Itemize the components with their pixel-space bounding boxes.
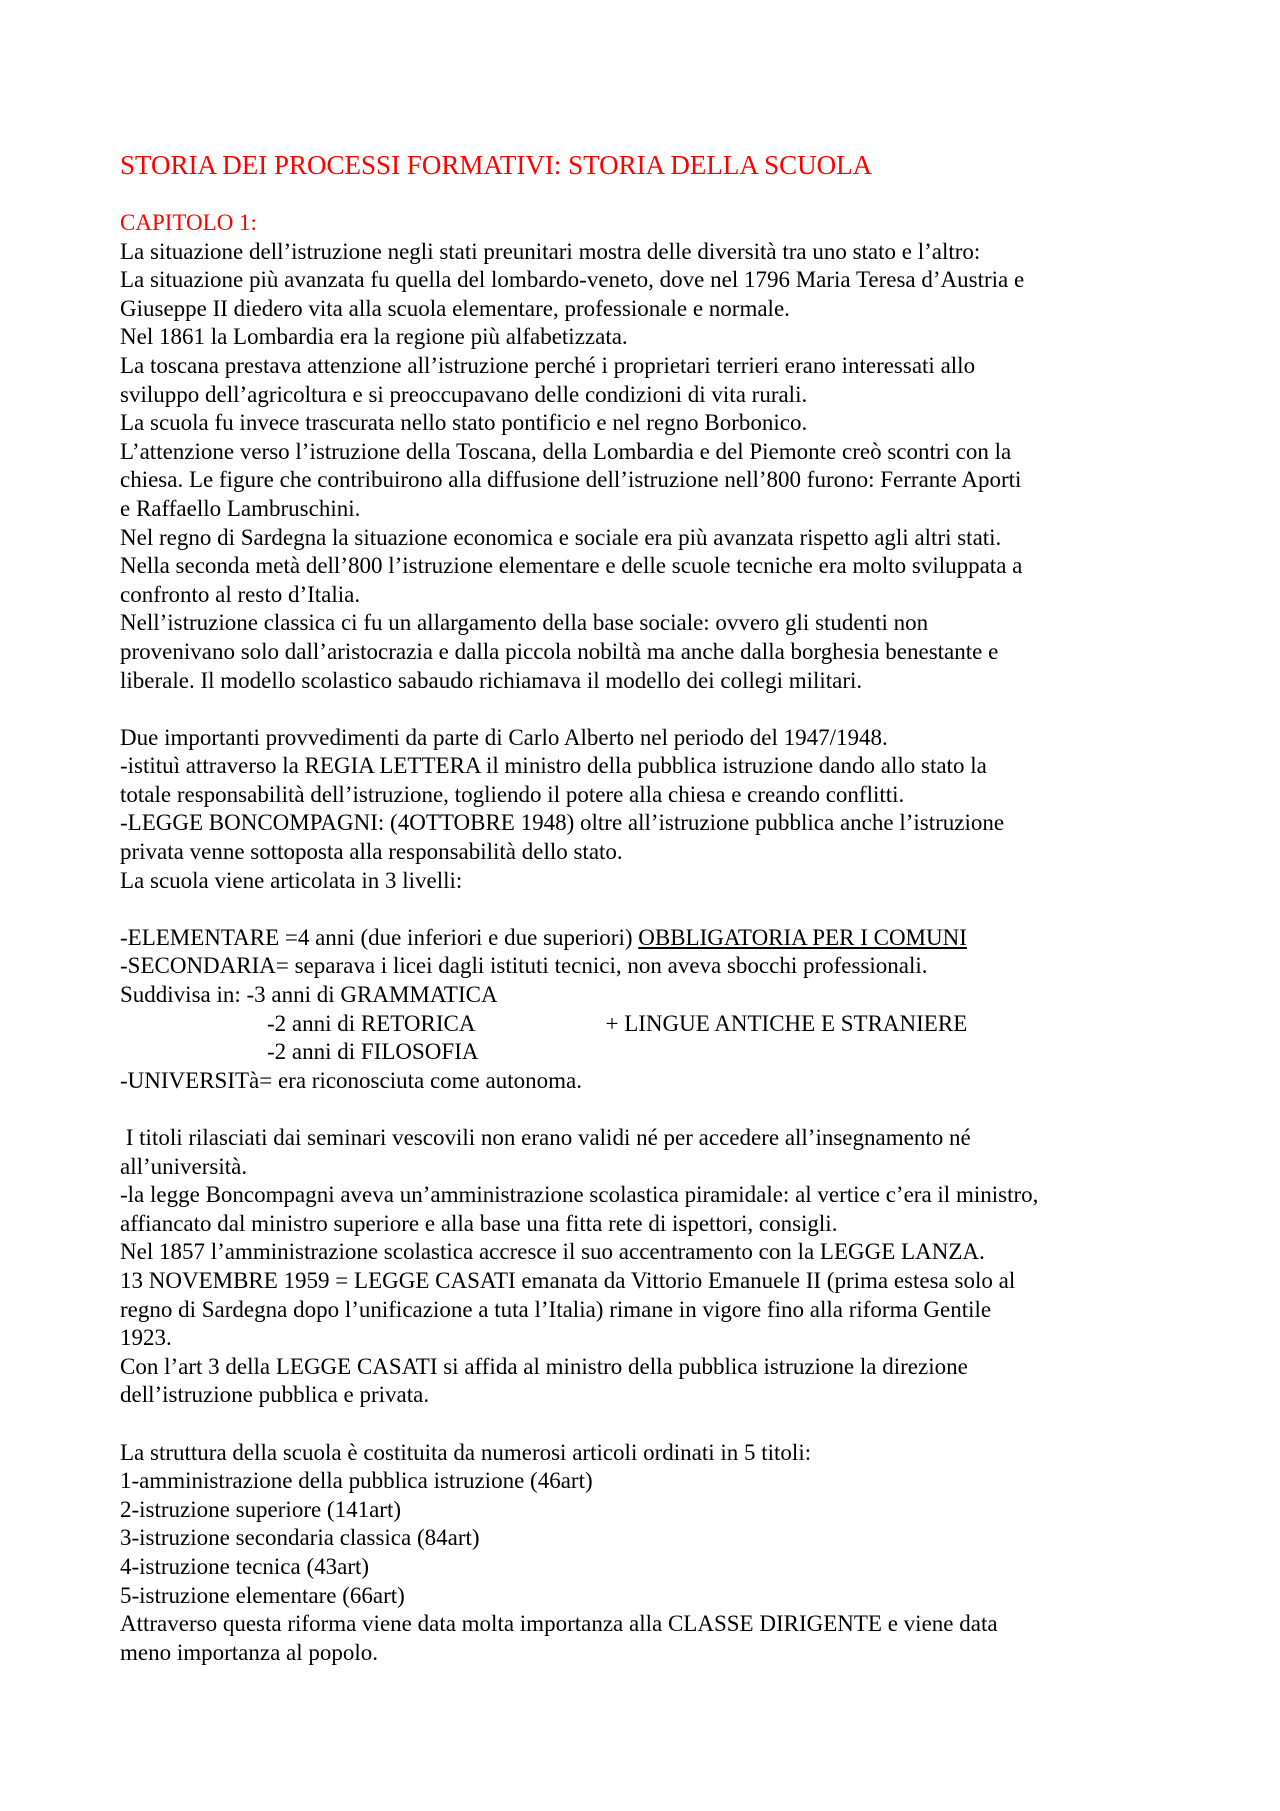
text-line: meno importanza al popolo. [120, 1639, 379, 1665]
text-line: regno di Sardegna dopo l’unificazione a tuta l’Italia) rimane in vigore fino alla riforma Gentile [120, 1296, 992, 1322]
text-line: -istituì attraverso la REGIA LETTERA il ministro della pubblica istruzione dando allo stato la [120, 753, 987, 779]
text-line: Attraverso questa riforma viene data molta importanza alla CLASSE DIRIGENTE e viene data [120, 1611, 998, 1637]
secondaria-subdivision: Suddivisa in: -3 anni di GRAMMATICA [120, 982, 498, 1008]
paragraph-struttura [120, 1439, 1180, 1668]
secondaria-filosofia: -2 anni di FILOSOFIA [267, 1039, 479, 1065]
text-line: e Raffaello Lambruschini. [120, 495, 361, 521]
text-line: Due importanti provvedimenti da parte di Carlo Alberto nel periodo del 1947/1948. [120, 724, 888, 750]
text-line: -LEGGE BONCOMPAGNI: (4OTTOBRE 1948) oltre all’istruzione pubblica anche l’istruzione [120, 810, 1005, 836]
list-item: 4-istruzione tecnica (43art) [120, 1553, 370, 1579]
text-line: I titoli rilasciati dai seminari vescovili non erano validi né per accedere all’insegnamento né [120, 1125, 971, 1150]
text-line: -la legge Boncompagni aveva un’amministrazione scolastica piramidale: al vertice c’era il ministro, [120, 1182, 1039, 1208]
text-line: La scuola viene articolata in 3 livelli: [120, 867, 463, 893]
paragraph-preunitari [120, 238, 1180, 696]
text-line: all’università. [120, 1153, 248, 1179]
text-line: privata venne sottoposta alla responsabilità dello stato. [120, 839, 623, 865]
text-line: chiesa. Le figure che contribuirono alla diffusione dell’istruzione nell’800 furono: Ferrante Aporti [120, 467, 1022, 493]
level-elementare [120, 924, 1180, 953]
text-line: L’attenzione verso l’istruzione della Toscana, della Lombardia e del Piemonte creò scontri con la [120, 438, 1012, 464]
list-item: 2-istruzione superiore (141art) [120, 1496, 402, 1522]
text-line: Nella seconda metà dell’800 l’istruzione elementare e delle scuole tecniche era molto sviluppata a [120, 553, 1023, 579]
text-line: Con l’art 3 della LEGGE CASATI si affida al ministro della pubblica istruzione la direzione [120, 1353, 968, 1379]
text-line: La situazione più avanzata fu quella del lombardo-veneto, dove nel 1796 Maria Teresa d’Austria e [120, 267, 1025, 293]
list-item: 1-amministrazione della pubblica istruzione (46art) [120, 1468, 593, 1494]
secondaria-retorica-line [120, 1010, 1180, 1039]
text-line: Nel regno di Sardegna la situazione economica e sociale era più avanzata rispetto agli altri stati. [120, 524, 1002, 550]
text-line: confronto al resto d’Italia. [120, 581, 361, 607]
text-line: dell’istruzione pubblica e privata. [120, 1382, 430, 1408]
text-line: sviluppo dell’agricoltura e si preoccupavano delle condizioni di vita rurali. [120, 381, 808, 407]
text-line: La struttura della scuola è costituita da numerosi articoli ordinati in 5 titoli: [120, 1439, 812, 1465]
school-levels-list [120, 924, 1180, 1096]
text-line: Nel 1857 l’amministrazione scolastica accresce il suo accentramento con la LEGGE LANZA. [120, 1239, 985, 1265]
document-title: STORIA DEI PROCESSI FORMATIVI: STORIA DELLA SCUOLA [120, 150, 873, 180]
text-line: La toscana prestava attenzione all’istruzione perché i proprietari terrieri erano interessati allo [120, 352, 976, 378]
text-line: affiancato dal ministro superiore e alla base una fitta rete di ispettori, consigli. [120, 1210, 838, 1236]
blank-line [120, 695, 1180, 724]
text-line: provenivano solo dall’aristocrazia e dalla piccola nobiltà ma anche dalla borghesia benestante e [120, 638, 999, 664]
text-line: Nel 1861 la Lombardia era la regione più alfabetizzata. [120, 324, 628, 350]
text-line: liberale. Il modello scolastico sabaudo richiamava il modello dei collegi militari. [120, 667, 863, 693]
secondaria-lingue: + LINGUE ANTICHE E STRANIERE [605, 1010, 968, 1036]
text-line: Nell’istruzione classica ci fu un allargamento della base sociale: ovvero gli studenti non [120, 610, 929, 636]
list-item: 3-istruzione secondaria classica (84art) [120, 1525, 480, 1551]
blank-line [120, 1410, 1180, 1439]
level-elementare-obligatory: OBBLIGATORIA PER I COMUNI [638, 924, 967, 950]
paragraph-legge-casati [120, 1124, 1180, 1410]
text-line: Giuseppe II diedero vita alla scuola elementare, professionale e normale. [120, 295, 790, 321]
level-elementare-text: -ELEMENTARE =4 anni (due inferiori e due superiori) [120, 924, 639, 950]
level-secondaria: -SECONDARIA= separava i licei dagli istituti tecnici, non aveva sbocchi professionali. [120, 953, 928, 979]
secondaria-retorica: -2 anni di RETORICA [267, 1010, 476, 1036]
list-item: 5-istruzione elementare (66art) [120, 1582, 405, 1608]
text-line: 13 NOVEMBRE 1959 = LEGGE CASATI emanata da Vittorio Emanuele II (prima estesa solo al [120, 1267, 1016, 1293]
chapter-heading: CAPITOLO 1: [120, 210, 257, 235]
paragraph-carlo-alberto [120, 724, 1180, 896]
blank-line [120, 895, 1180, 924]
text-line: La scuola fu invece trascurata nello stato pontificio e nel regno Borbonico. [120, 410, 808, 436]
text-line: La situazione dell’istruzione negli stati preunitari mostra delle diversità tra uno stato e l’altro: [120, 238, 981, 264]
blank-line [120, 1095, 1180, 1124]
text-line: totale responsabilità dell’istruzione, togliendo il potere alla chiesa e creando conflitti. [120, 781, 905, 807]
text-line: 1923. [120, 1325, 172, 1351]
level-universita: -UNIVERSITà= era riconosciuta come autonoma. [120, 1067, 582, 1093]
